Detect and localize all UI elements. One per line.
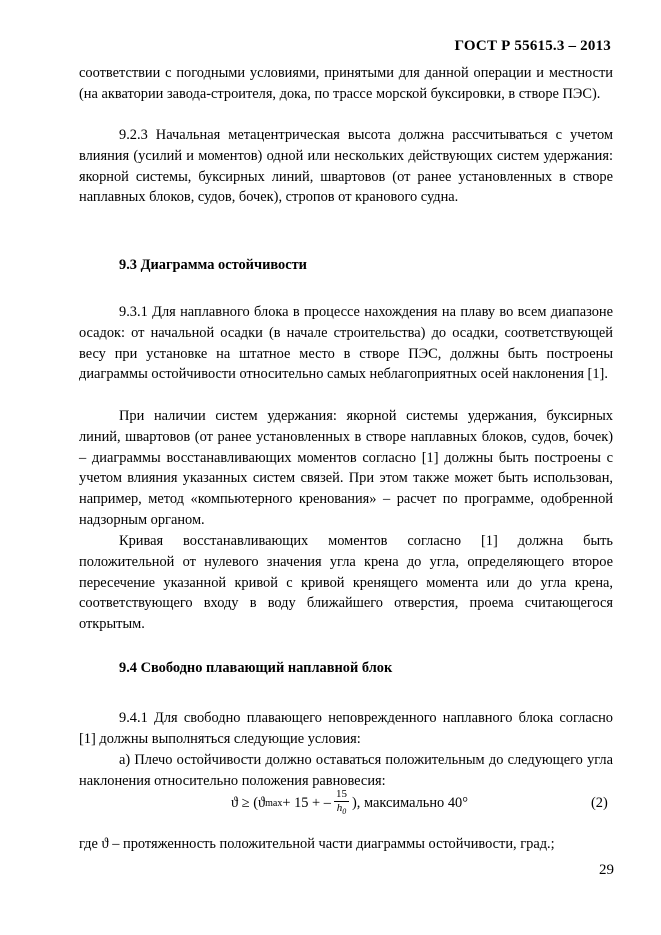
section-heading-9-3: 9.3 Диаграмма остойчивости: [119, 257, 307, 273]
standard-header: ГОСТ Р 55615.3 – 2013: [454, 38, 611, 54]
formula-rhs: ), максимально 40°: [351, 794, 468, 811]
formula-numerator: 15: [335, 788, 347, 800]
paragraph-holding-systems: При наличии систем удержания: якорной системы удержания, буксирных линий, швартовов (от ранее установленных в створе наплавных блоков, судов, бочек) – диаграммы восстанавливающих моментов согласно [1] должны быть построены с учетом влияния указанных систем связей. При этом также может быть использован, например, метод «компьютерного кренования» – расчет по программе, одобренной надзорным органом.: [79, 408, 613, 528]
formula-denominator: $h_0$: [336, 802, 347, 817]
formula-mid: + 15 + –: [282, 794, 331, 811]
section-heading-9-4: 9.4 Свободно плавающий наплавной блок: [119, 660, 393, 676]
formula-sub-max: max: [265, 797, 283, 809]
paragraph-9-3-1: 9.3.1 Для наплавного блока в процессе нахождения на плаву во всем диапазоне осадок: от начальной осадки (в начале строительства) до осадки, соответствующей весу при установке на штатное место в створе ПЭС, должны быть построены диаграммы остойчивости относительно самых неблагоприятных осей наклонения [1].: [79, 304, 613, 383]
equation-number: (2): [591, 795, 608, 811]
paragraph-restoring-moment-curve: Кривая восстанавливающих моментов согласно [1] должна быть положительной от нулевого значения угла крена до угла, определяющего второе пересечение указанной кривой с кривой кренящего момента или до угла крена, соответствующего входу в воду ближайшего отверстия, проема считающегося открытым.: [79, 533, 613, 633]
formula-lhs: ϑ ≥ (ϑ: [231, 794, 266, 811]
paragraph-continuation: соответствии с погодными условиями, принятыми для данной операции и местности (на акватории завода-строителя, дока, по трассе морской буксировки, в створе ПЭС).: [79, 65, 613, 102]
formula-fraction: [334, 788, 349, 818]
paragraph-9-4-1: 9.4.1 Для свободно плавающего неповрежденного наплавного блока согласно [1] должны выполняться следующие условия:: [79, 710, 613, 747]
stability-formula: [231, 788, 468, 818]
paragraph-9-2-3: 9.2.3 Начальная метацентрическая высота должна рассчитываться с учетом влияния (усилий и моментов) одной или нескольких действующих систем удержания: якорной системы, буксирных линий, швартовов (от ранее установленных в створе наплавных блоков, судов, бочек), стропов от кранового судна.: [79, 127, 613, 206]
paragraph-definition: где ϑ – протяженность положительной части диаграммы остойчивости, град.;: [79, 836, 555, 852]
paragraph-condition-a: а) Плечо остойчивости должно оставаться положительным до следующего угла наклонения относительно положения равновесия:: [79, 752, 613, 789]
page-number: 29: [599, 862, 614, 878]
